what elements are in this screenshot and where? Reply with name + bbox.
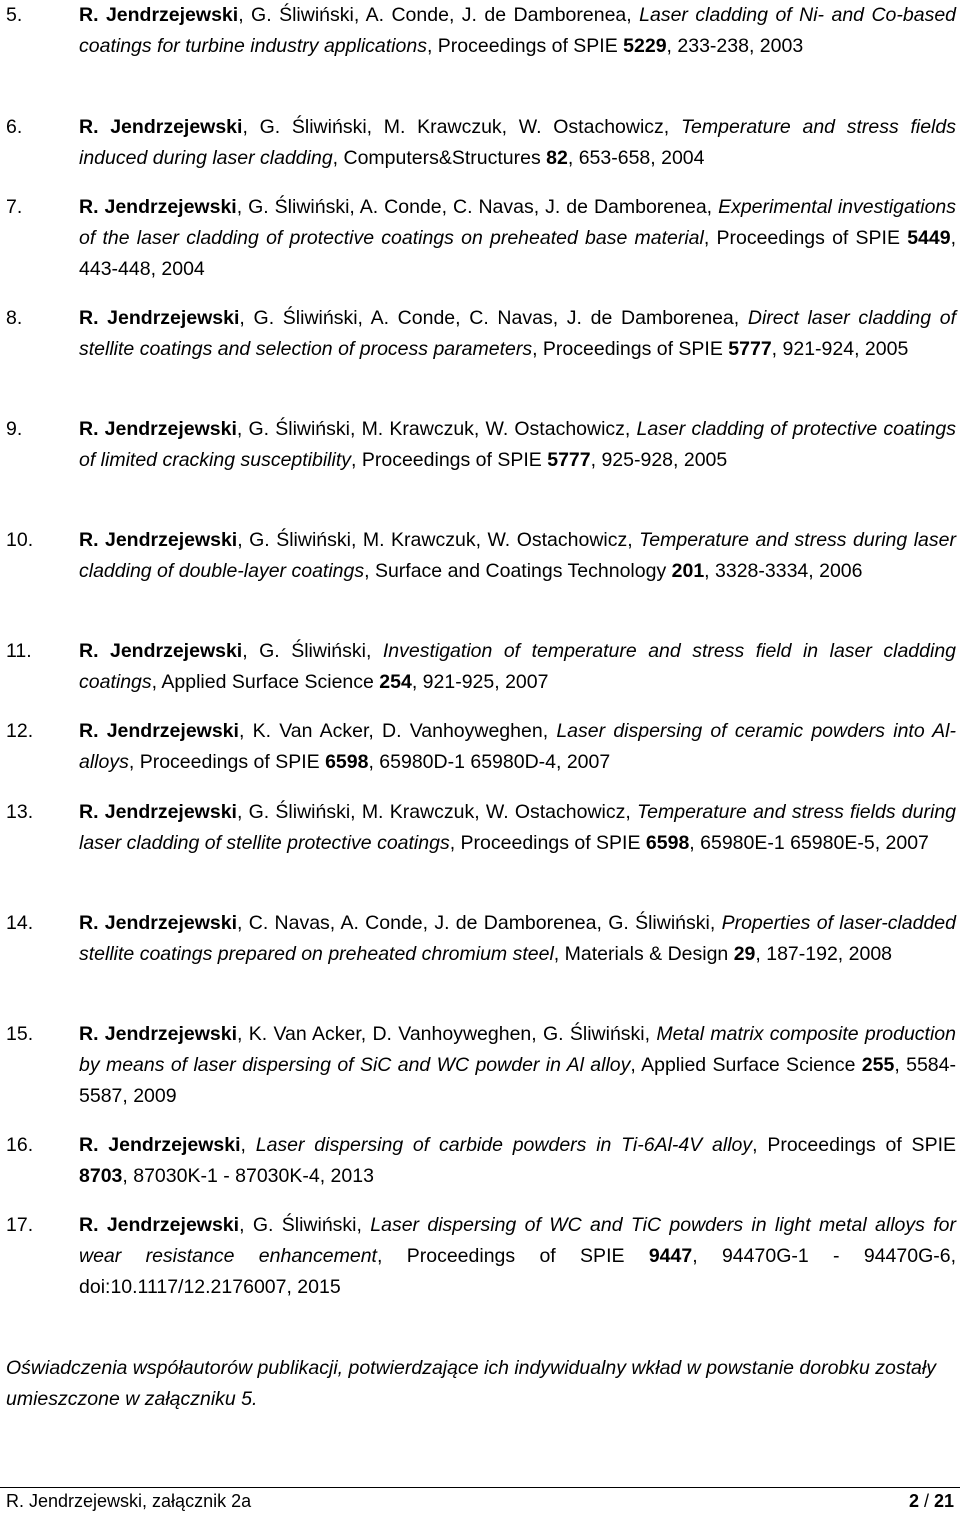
reference-coauthors: , [240,1134,256,1156]
reference-text [79,636,956,698]
reference-pages-year: , 94470G-1 - 94470G-6, doi:10.1117/12.2176007, 2015 [79,1245,956,1298]
reference-text [79,1019,956,1112]
reference-text [79,908,956,970]
reference-pages-year: , 3328-3334, 2006 [704,560,863,582]
reference-main-author: R. Jendrzejewski [79,1134,241,1156]
reference-source: , Proceedings of SPIE [752,1134,956,1156]
reference-number: 8. [6,307,23,329]
footer-page-number [909,1489,954,1513]
reference-volume: 201 [671,560,705,582]
footer-document-label: R. Jendrzejewski, załącznik 2a [6,1491,252,1511]
reference-source: , Applied Surface Science [151,671,380,693]
reference-main-author: R. Jendrzejewski [79,1214,240,1236]
reference-number: 17. [6,1214,34,1236]
reference-volume: 6598 [325,751,369,773]
reference-coauthors: , G. Śliwiński, A. Conde, C. Navas, J. de Damborenea, [236,196,719,218]
reference-main-author: R. Jendrzejewski [79,4,239,26]
reference-text [79,192,956,285]
reference-text [79,797,956,859]
reference-pages-year: , 87030K-1 - 87030K-4, 2013 [122,1165,374,1187]
reference-title: Temperature and stress fields during laser cladding of stellite protective coatings [79,801,957,854]
reference-coauthors: , G. Śliwiński, [242,640,383,662]
reference-coauthors: , G. Śliwiński, M. Krawczuk, W. Ostachowicz, [236,801,638,823]
reference-text [79,112,956,174]
reference-pages-year: , 65980E-1 65980E-5, 2007 [689,832,929,854]
reference-pages-year: , 653-658, 2004 [567,147,705,169]
reference-volume: 5777 [728,338,772,360]
reference-number: 10. [6,529,34,551]
reference-title: Temperature and stress fields induced during laser cladding [79,116,956,169]
reference-volume: 5449 [907,227,951,249]
reference-text [79,1130,956,1192]
reference-number: 14. [6,912,34,934]
page-separator: / [918,1491,934,1511]
reference-volume: 9447 [648,1245,693,1267]
reference-volume: 29 [733,943,756,965]
reference-source: , Proceedings of SPIE [426,35,624,57]
reference-main-author: R. Jendrzejewski [79,912,238,934]
reference-main-author: R. Jendrzejewski [79,529,238,551]
reference-title: Metal matrix composite production by means of laser dispersing of SiC and WC powder in Al alloy [79,1023,956,1076]
reference-text [79,414,956,476]
reference-number: 7. [6,196,23,218]
reference-pages-year: , 443-448, 2004 [79,227,956,280]
reference-main-author: R. Jendrzejewski [79,116,243,138]
reference-source: , Proceedings of SPIE [532,338,729,360]
reference-title: Investigation of temperature and stress field in laser cladding coatings [79,640,957,693]
reference-pages-year: , 65980D-1 65980D-4, 2007 [368,751,611,773]
reference-source: , Proceedings of SPIE [703,227,908,249]
reference-coauthors: , G. Śliwiński, A. Conde, J. de Damborenea, [238,4,640,26]
reference-main-author: R. Jendrzejewski [79,1023,238,1045]
reference-volume: 8703 [79,1165,123,1187]
page-current: 2 [908,1491,919,1511]
reference-coauthors: , G. Śliwiński, M. Krawczuk, W. Ostachowicz, [236,418,637,440]
reference-pages-year: , 233-238, 2003 [666,35,804,57]
reference-pages-year: , 921-925, 2007 [411,671,549,693]
reference-volume: 5777 [547,449,591,471]
reference-coauthors: , G. Śliwiński, M. Krawczuk, W. Ostachowicz, [242,116,681,138]
reference-source: , Surface and Coatings Technology [364,560,672,582]
reference-coauthors: , G. Śliwiński, [239,1214,371,1236]
reference-main-author: R. Jendrzejewski [79,720,239,742]
reference-coauthors: , G. Śliwiński, M. Krawczuk, W. Ostachowicz, [237,529,640,551]
reference-coauthors: , G. Śliwiński, A. Conde, C. Navas, J. de Damborenea, [239,307,748,329]
footer-divider [0,1487,960,1488]
reference-main-author: R. Jendrzejewski [79,196,237,218]
reference-title: Laser cladding of protective coatings of limited cracking susceptibility [79,418,957,471]
reference-pages-year: , 5584-5587, 2009 [79,1054,956,1107]
reference-pages-year: , 921-924, 2005 [771,338,909,360]
reference-source: , Applied Surface Science [630,1054,862,1076]
reference-source: , Computers&Structures [332,147,547,169]
reference-text [79,716,956,778]
reference-main-author: R. Jendrzejewski [79,418,237,440]
reference-title: Experimental investigations of the laser cladding of protective coatings on preheated base material [79,196,957,249]
reference-number: 12. [6,720,34,742]
reference-pages-year: , 925-928, 2005 [590,449,728,471]
reference-pages-year: , 187-192, 2008 [755,943,893,965]
reference-main-author: R. Jendrzejewski [79,801,237,823]
reference-source: , Proceedings of SPIE [128,751,326,773]
reference-number: 13. [6,801,34,823]
reference-volume: 6598 [645,832,690,854]
reference-title: Laser dispersing of ceramic powders into Al-alloys [79,720,957,773]
reference-number: 11. [6,640,32,662]
reference-source: , Proceedings of SPIE [449,832,646,854]
reference-title: Properties of laser-cladded stellite coatings prepared on preheated chromium steel [79,912,956,965]
reference-text [79,303,956,365]
reference-title: Laser cladding of Ni- and Co-based coatings for turbine industry applications [79,4,957,57]
reference-title: Laser dispersing of WC and TiC powders in light metal alloys for wear resistance enhancement [79,1214,956,1267]
reference-title: Direct laser cladding of stellite coatings and selection of process parameters [79,307,956,360]
reference-number: 5. [6,4,23,26]
reference-volume: 255 [861,1054,895,1076]
reference-text [79,1210,956,1303]
page-total: 21 [933,1491,954,1511]
reference-text [79,525,956,587]
reference-volume: 5229 [623,35,667,57]
reference-title: Laser dispersing of carbide powders in Ti-6Al-4V alloy [255,1134,753,1156]
reference-number: 9. [6,418,23,440]
reference-number: 15. [6,1023,34,1045]
reference-coauthors: , K. Van Acker, D. Vanhoyweghen, [238,720,557,742]
reference-source: , Proceedings of SPIE [376,1245,649,1267]
reference-volume: 82 [546,147,568,169]
reference-coauthors: , C. Navas, A. Conde, J. de Damborenea, G. Śliwiński, [237,912,722,934]
reference-main-author: R. Jendrzejewski [79,640,243,662]
reference-source: , Materials & Design [553,943,734,965]
reference-number: 6. [6,116,23,138]
reference-coauthors: , K. Van Acker, D. Vanhoyweghen, G. Śliwiński, [237,1023,657,1045]
reference-text [79,0,956,62]
reference-number: 16. [6,1134,34,1156]
reference-title: Temperature and stress during laser cladding of double-layer coatings [79,529,956,582]
reference-main-author: R. Jendrzejewski [79,307,240,329]
coauthor-statement: Oświadczenia współautorów publikacji, potwierdzające ich indywidualny wkład w powstanie dorobku zostały umieszczone w załączniku 5. [6,1357,936,1410]
reference-source: , Proceedings of SPIE [351,449,548,471]
reference-volume: 254 [379,671,412,693]
